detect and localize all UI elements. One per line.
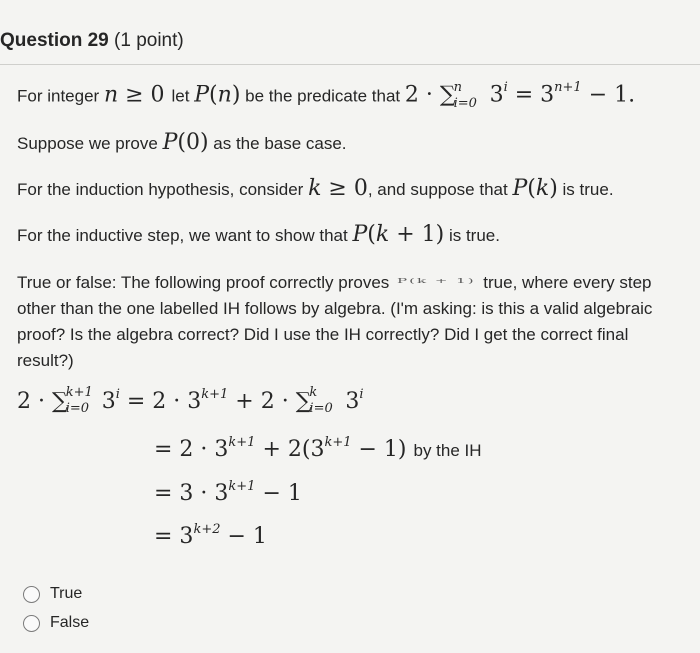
proof-line-2: = $2 \cdot 3^{k+1} + 2(3^{k+1} - 1)$ by the IH	[154, 435, 482, 462]
proof-line-1: 2 · ∑ k+1 i=0 $3^i = 2 \cdot 3^{k+1} + 2$ · ∑ k i=0 3$^i$	[17, 385, 364, 416]
math-pk1: P	[352, 222, 368, 247]
math-n-geq-0: n	[103, 82, 119, 108]
radio-true[interactable]	[23, 586, 40, 603]
math-p0: P	[162, 130, 178, 155]
question-title	[0, 30, 184, 52]
base-case-line: Suppose we prove P(0) as the base case.	[17, 130, 347, 155]
option-true-label: True	[50, 585, 83, 602]
line1-mid2: be the predicate that	[245, 86, 401, 106]
math-sum-formula: 2 · ∑	[404, 82, 456, 108]
line1-mid: let	[171, 86, 190, 106]
radio-false[interactable]	[23, 615, 40, 632]
line3-prefix: For the induction hypothesis, consider	[17, 180, 304, 199]
line2-prefix: Suppose we prove	[17, 134, 158, 153]
question-paragraph	[17, 270, 677, 374]
option-false[interactable]	[23, 614, 89, 632]
math-k-geq-0: k	[308, 176, 322, 201]
option-false-label: False	[50, 614, 90, 631]
math-pk: P	[512, 176, 528, 201]
induction-hypothesis-line: For the induction hypothesis, consider k ≥ 0, and suppose that P(k) is true.	[17, 176, 614, 201]
inductive-step-line: For the inductive step, we want to show that P(k + 1) is true.	[17, 222, 500, 247]
question-number: Question 29	[0, 30, 109, 51]
para-rest: true, where every step other than the one labelled IH follows by algebra. (I'm asking: is this a valid algebraic proof? Is the algebra correct? Did I use the IH correctly? Did I get the correct final result?)	[17, 273, 653, 370]
ih-label: by the IH	[413, 441, 482, 460]
option-true[interactable]	[23, 585, 82, 603]
proof-line-3: = $3 \cdot 3^{k+1} - 1$	[154, 479, 302, 506]
predicate-definition: For integer n ≥ 0 let P(n) be the predicate that 2 · ∑ n i=0 $3^i = 3^{n+1} - 1$.	[17, 80, 636, 111]
line4-prefix: For the inductive step, we want to show that	[17, 226, 348, 245]
header-divider	[0, 64, 700, 65]
para-start: True or false: The following proof correctly proves	[17, 273, 390, 292]
math-pn: P	[194, 82, 210, 108]
line3-suffix: is true.	[562, 180, 614, 199]
line4-suffix: is true.	[448, 226, 500, 245]
line3-mid: , and suppose that	[367, 180, 508, 199]
proof-line-4: = $3^{k+2} - 1$	[154, 522, 267, 549]
line1-prefix: For integer	[17, 86, 100, 106]
line2-suffix: as the base case.	[213, 134, 347, 153]
obscured-math: P(k + 1)	[397, 276, 476, 285]
question-points: (1 point)	[114, 30, 184, 51]
